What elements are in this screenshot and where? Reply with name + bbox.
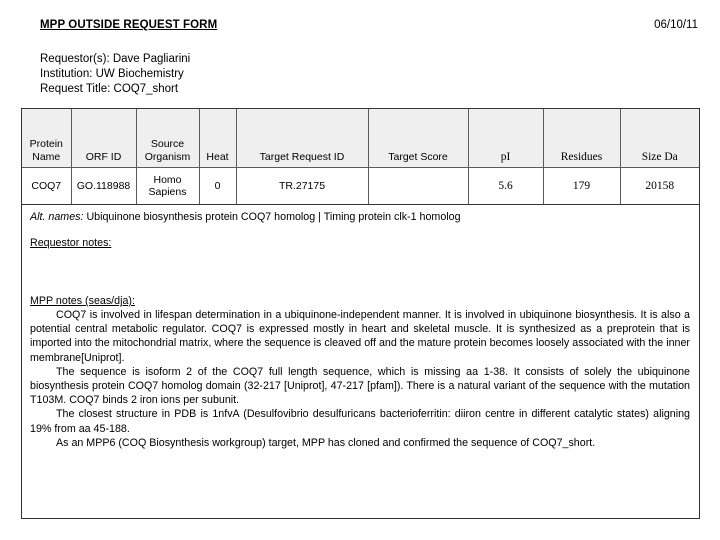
cell-source-organism: Homo Sapiens (136, 168, 199, 205)
cell-target-request-id: TR.27175 (236, 168, 368, 205)
table-header-row (22, 109, 699, 168)
column-header-orf-id: ORF ID (71, 109, 136, 168)
column-header-source-organism: Source Organism (136, 109, 199, 168)
column-header-heat: Heat (199, 109, 236, 168)
alt-names-label: Alt. names: (30, 211, 84, 223)
mpp-notes-paragraph: The closest structure in PDB is 1nfvA (Desulfovibrio desulfuricans bacterioferritin: diiron centre in different catalytic states) aligning 19% from aa 45-188. (30, 408, 690, 435)
protein-spec-table (22, 109, 699, 205)
table-row (22, 168, 699, 205)
mpp-notes-section (22, 250, 699, 308)
cell-orf-id: GO.118988 (71, 168, 136, 205)
cell-pi: 5.6 (468, 168, 543, 205)
column-header-pi: pI (468, 109, 543, 168)
mpp-notes-paragraph: COQ7 is involved in lifespan determination in a ubiquinone-independent manner. It is involved in ubiquinone biosynthesis. It is also a potential central metabolic regulator. COQ7 is expressed mostly in heart and skeletal muscle. It is synthesized as a preprotein that is imported into the mitochondrial matrix, where the sequence is cleaved off and the mature protein becomes loosely associated with the inner membrane[Uniprot]. (30, 309, 690, 364)
cell-protein-name: COQ7 (22, 168, 71, 205)
alt-names-row (22, 205, 699, 224)
column-header-target-request-id: Target Request ID (236, 109, 368, 168)
document-date: 06/10/11 (654, 19, 698, 31)
column-header-size-da: Size Da (620, 109, 699, 168)
requestor-line: Requestor(s): Dave Pagliarini (40, 53, 191, 65)
page-title: MPP OUTSIDE REQUEST FORM (40, 19, 218, 31)
column-header-protein-name: Protein Name (22, 109, 71, 168)
alt-names-value: Ubiquinone biosynthesis protein COQ7 homolog | Timing protein clk-1 homolog (86, 211, 461, 223)
institution-line: Institution: UW Biochemistry (40, 68, 184, 81)
document-header (40, 19, 698, 37)
cell-residues: 179 (543, 168, 620, 205)
request-metadata (40, 52, 190, 98)
cell-heat: 0 (199, 168, 236, 205)
column-header-residues: Residues (543, 109, 620, 168)
request-title-line: Request Title: COQ7_short (40, 83, 179, 96)
requestor-notes-heading: Requestor notes: (30, 237, 112, 249)
cell-target-score (368, 168, 468, 205)
mpp-notes-paragraph: The sequence is isoform 2 of the COQ7 full length sequence, which is missing aa 1-38. It consists of solely the ubiquinone biosynthesis protein COQ7 homolog domain (32-217 [Uniprot], 47-217 [pfam]). There is a natural variant of the sequence with the mutation T103M. COQ7 binds 2 iron ions per subunit. (30, 365, 690, 407)
mpp-notes-heading: MPP notes (seas/dja): (30, 295, 135, 307)
cell-size-da: 20158 (620, 168, 699, 205)
mpp-notes-paragraph: As an MPP6 (COQ Biosynthesis workgroup) target, MPP has cloned and confirmed the sequence of COQ7_short. (56, 436, 596, 449)
form-body-box (21, 108, 700, 519)
mpp-notes-body (22, 308, 699, 450)
column-header-target-score: Target Score (368, 109, 468, 168)
requestor-notes-section (22, 224, 699, 250)
